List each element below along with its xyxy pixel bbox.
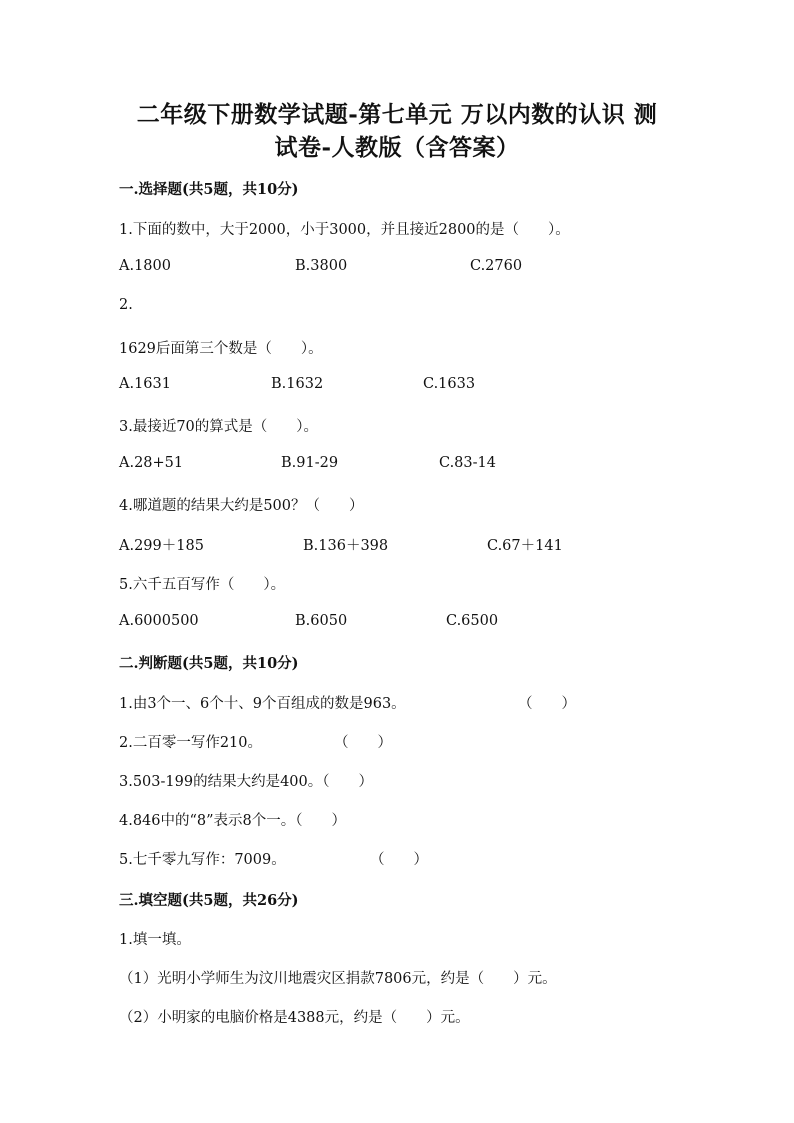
option-a: A.6000500 — [119, 613, 199, 629]
question-stem: 4.哪道题的结果大约是500？（ ） — [119, 498, 364, 514]
page-title-line-2: 试卷-人教版（含答案） — [274, 134, 520, 161]
option-b: B.6050 — [295, 613, 348, 629]
option-b: B.91-29 — [281, 455, 339, 471]
section-heading-judgement: 二.判断题(共5题，共10分) — [119, 655, 299, 672]
option-a: A.1800 — [119, 258, 171, 274]
sub-question: （1）光明小学师生为汶川地震灾区捐款7806元，约是（ ）元。 — [119, 971, 557, 987]
judgement-item: 4.846中的“8”表示8个一。（ ） — [119, 813, 347, 829]
section-heading-fill-in: 三.填空题(共5题，共26分) — [119, 892, 299, 909]
judgement-item: 5.七千零九写作：7009。 — [119, 852, 286, 868]
option-b: B.1632 — [271, 376, 324, 392]
option-c: C.1633 — [423, 376, 476, 392]
option-a: A.28+51 — [119, 455, 184, 471]
option-b: B.136＋398 — [303, 538, 389, 554]
option-c: C.2760 — [470, 258, 523, 274]
option-c: C.83-14 — [439, 455, 496, 471]
judgement-item: 1.由3个一、6个十、9个百组成的数是963。 — [119, 696, 406, 712]
option-c: C.6500 — [446, 613, 499, 629]
option-a: A.1631 — [119, 376, 171, 392]
question-stem: 1.下面的数中，大于2000，小于3000，并且接近2800的是（ ）。 — [119, 222, 570, 238]
judgement-item: 3.503-199的结果大约是400。（ ） — [119, 774, 374, 790]
question-stem: 1.填一填。 — [119, 932, 191, 948]
option-a: A.299＋185 — [119, 538, 204, 554]
question-stem: 1629后面第三个数是（ ）。 — [119, 341, 323, 357]
question-stem: 3.最接近70的算式是（ ）。 — [119, 419, 319, 435]
question-number: 2. — [119, 297, 133, 313]
question-stem: 5.六千五百写作（ ）。 — [119, 577, 286, 593]
option-c: C.67＋141 — [487, 538, 563, 554]
section-heading-choice: 一.选择题(共5题，共10分) — [119, 181, 299, 198]
answer-blank: （ ） — [518, 696, 576, 712]
answer-blank: （ ） — [334, 735, 392, 751]
judgement-item: 2.二百零一写作210。 — [119, 735, 263, 751]
page-title-line-1: 二年级下册数学试题-第七单元 万以内数的认识 测 — [136, 101, 658, 128]
answer-blank: （ ） — [370, 852, 428, 868]
option-b: B.3800 — [295, 258, 348, 274]
sub-question: （2）小明家的电脑价格是4388元，约是（ ）元。 — [119, 1010, 470, 1026]
